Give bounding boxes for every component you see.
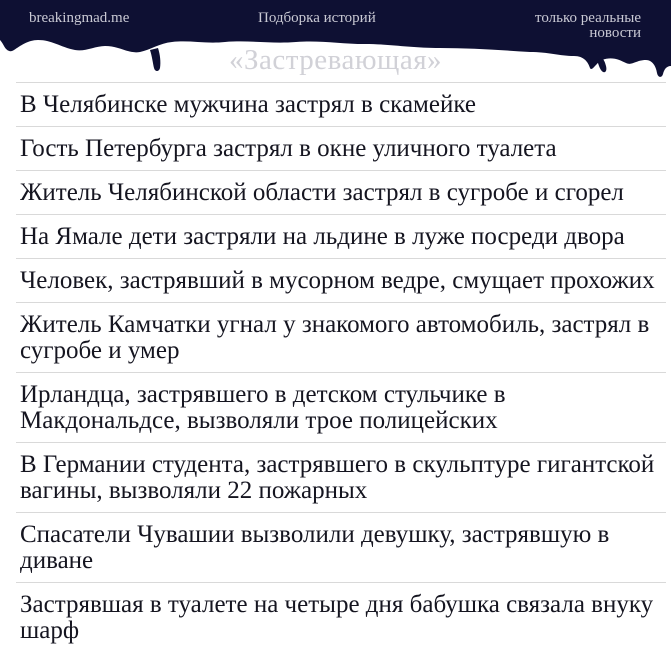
- collection-label: Подборка историй: [258, 10, 376, 26]
- tagline: [501, 11, 641, 41]
- story-item: Ирландца, застрявшего в детском стульчике в Макдональдсе, вызволяли трое полицейских: [16, 372, 666, 442]
- tagline-line-1: только реальные: [535, 10, 641, 26]
- story-list: [16, 82, 666, 652]
- site-name: breakingmad.me: [29, 10, 130, 26]
- story-item: В Челябинске мужчина застрял в скамейке: [16, 82, 666, 126]
- story-item: В Германии студента, застрявшего в скульптуре гигантской вагины, вызволяли 22 пожарных: [16, 442, 666, 512]
- story-item: Житель Камчатки угнал у знакомого автомобиль, застрял в сугробе и умер: [16, 302, 666, 372]
- story-item: Человек, застрявший в мусорном ведре, смущает прохожих: [16, 258, 666, 302]
- story-item: На Ямале дети застряли на льдине в луже посреди двора: [16, 214, 666, 258]
- story-item: Житель Челябинской области застрял в сугробе и сгорел: [16, 170, 666, 214]
- story-item: Гость Петербурга застрял в окне уличного туалета: [16, 126, 666, 170]
- story-item: Спасатели Чувашии вызволили девушку, застрявшую в диване: [16, 512, 666, 582]
- tagline-line-2: новости: [589, 25, 641, 41]
- story-item: Застрявшая в туалете на четыре дня бабушка связала внуку шарф: [16, 582, 666, 652]
- header-banner: [0, 0, 671, 82]
- page-title: «Застревающая»: [228, 44, 443, 76]
